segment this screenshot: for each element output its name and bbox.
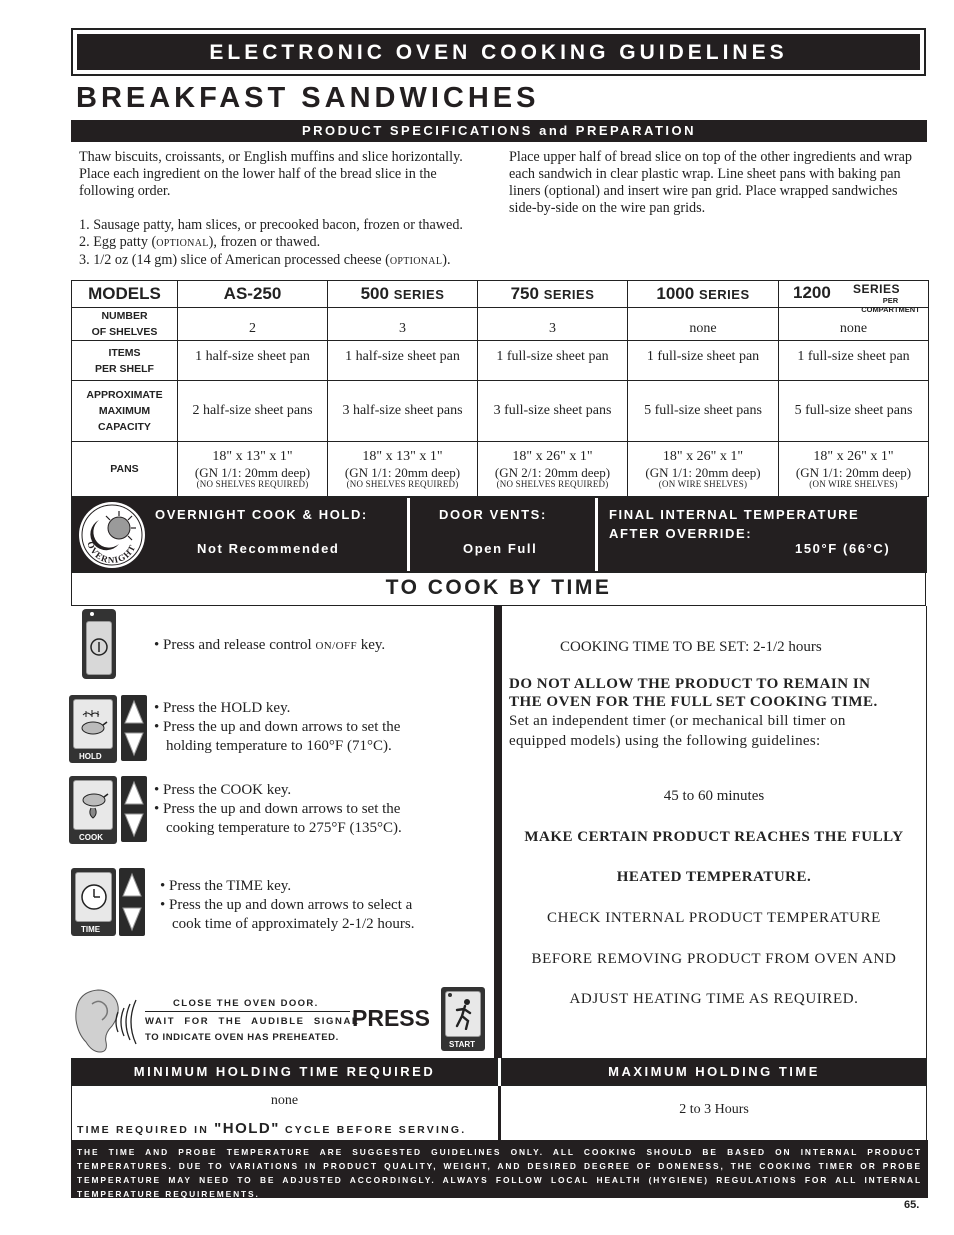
min-holding-bar: MINIMUM HOLDING TIME REQUIRED: [71, 1058, 498, 1086]
right-border: [926, 606, 927, 1058]
table-cell: 1 half-size sheet pan: [178, 341, 328, 381]
prep-item-3: 3. 1/2 oz (14 gm) slice of American processed cheese (OPTIONAL).: [79, 252, 451, 268]
table-cell: 1 half-size sheet pan: [328, 341, 478, 381]
check-temp-text: CHECK INTERNAL PRODUCT TEMPERATURE: [547, 910, 881, 926]
table-cell: 18" x 26" x 1" (GN 1/1: 20mm deep) (ON WIRE SHELVES): [779, 442, 929, 497]
table-cell: 5 full-size sheet pans: [779, 381, 929, 442]
up-down-arrow-icon: [121, 695, 147, 761]
pans-row: [72, 442, 929, 497]
model-1200: 1200 SERIES PER COMPARTMENT: [779, 281, 929, 308]
ear-icon: [70, 986, 142, 1056]
before-removing-text: BEFORE REMOVING PRODUCT FROM OVEN AND: [531, 951, 897, 967]
prep-intro: Thaw biscuits, croissants, or English muffins and slice horizontally. Place each ingredient on the lower half of the bread slice in the following order.: [79, 149, 463, 199]
svg-text:OVERNIGHT: OVERNIGHT: [85, 540, 138, 566]
hold-key[interactable]: HOLD: [69, 695, 117, 763]
prep-right: Place upper half of bread slice on top of the other ingredients and wrap each sandwich in clear plastic wrap. Line sheet pans with baking pan liners (optional) and insert wire pan grid. Place wrapped sandwiches side-by-side on the wire pan grids.: [509, 149, 913, 216]
step-cook: • Press the COOK key. • Press the up and down arrows to set the cooking temperature to 275°F (135°C).: [154, 782, 402, 836]
table-cell: 3 full-size sheet pans: [478, 381, 628, 442]
table-cell: 3: [328, 308, 478, 341]
wait-signal-text: WAIT FOR THE AUDIBLE SIGNAL: [145, 1016, 360, 1027]
table-cell: none: [628, 308, 779, 341]
overnight-panel: [71, 496, 927, 573]
warning-text: DO NOT ALLOW THE PRODUCT TO REMAIN IN THE OVEN FOR THE FULL SET COOKING TIME.: [509, 676, 878, 710]
overnight-seal-icon: [77, 500, 147, 570]
spec-bar: PRODUCT SPECIFICATIONS and PREPARATION: [71, 120, 927, 142]
model-750: 750 SERIES: [478, 281, 628, 308]
table-cell: 3 half-size sheet pans: [328, 381, 478, 442]
table-cell: 18" x 26" x 1" (GN 1/1: 20mm deep) (ON WIRE SHELVES): [628, 442, 779, 497]
step-time: • Press the TIME key. • Press the up and down arrows to select a cook time of approximately 2-1/2 hours.: [160, 878, 415, 932]
table-cell: 1 full-size sheet pan: [478, 341, 628, 381]
models-label: MODELS: [72, 281, 178, 308]
duration-text: 45 to 60 minutes: [663, 788, 765, 804]
on-off-key[interactable]: [82, 609, 116, 679]
table-cell: 2: [178, 308, 328, 341]
table-cell: 2 half-size sheet pans: [178, 381, 328, 442]
cooked-bird-icon: [77, 788, 109, 820]
disclaimer-footer: THE TIME AND PROBE TEMPERATURE ARE SUGGESTED GUIDELINES ONLY. ALL COOKING SHOULD BE BASED ON INTERNAL PRODUCT TEMPERATURES. DUE TO VARIATIONS IN PRODUCT QUALITY, WEIGHT, AND DESIRED DEGREE OF DONENESS, THE COOKING TIMER OR PROBE TEMPERATURE MAY NEED TO BE ADJUSTED ACCORDINGLY. ALWAYS FOLLOW LOCAL HEALTH (HYGIENE) REGULATIONS FOR ALL INTERNAL TEMPERATURE REQUIREMENTS.: [71, 1140, 928, 1198]
adjust-time-text: ADJUST HEATING TIME AS REQUIRED.: [569, 991, 859, 1007]
cook-by-time-header: [71, 572, 926, 606]
roast-bird-icon: [77, 707, 109, 739]
pans-label: PANS: [72, 442, 178, 497]
table-cell: 18" x 13" x 1" (GN 1/1: 20mm deep) (NO SHELVES REQUIRED): [178, 442, 328, 497]
banner-title: ELECTRONIC OVEN COOKING GUIDELINES: [77, 34, 920, 70]
models-header-row: [72, 281, 929, 308]
table-cell: 18" x 26" x 1" (GN 2/1: 20mm deep) (NO SHELVES REQUIRED): [478, 442, 628, 497]
time-key[interactable]: TIME: [71, 868, 116, 936]
overnight-cook-hold: OVERNIGHT COOK & HOLD: Not Recommended: [155, 507, 368, 556]
table-cell: 5 full-size sheet pans: [628, 381, 779, 442]
hold-cycle-text: TIME REQUIRED IN "HOLD" CYCLE BEFORE SERVING.: [77, 1120, 467, 1137]
page-title: BREAKFAST SANDWICHES: [76, 82, 540, 114]
shelves-label: NUMBER OF SHELVES: [72, 308, 178, 341]
page-number: 65.: [904, 1199, 920, 1211]
max-holding-bar: MAXIMUM HOLDING TIME: [501, 1058, 927, 1086]
table-cell: none: [779, 308, 929, 341]
divider: [145, 1011, 350, 1012]
capacity-label: APPROXIMATE MAXIMUM CAPACITY: [72, 381, 178, 442]
guidelines-banner: [71, 28, 926, 76]
divider: [595, 498, 598, 571]
model-as250: AS-250: [178, 281, 328, 308]
up-down-arrow-icon: [119, 868, 145, 936]
table-cell: 3: [478, 308, 628, 341]
hold-arrows[interactable]: [121, 695, 147, 761]
preheated-text: TO INDICATE OVEN HAS PREHEATED.: [145, 1032, 339, 1043]
step-on-off: • Press and release control ON/OFF key.: [154, 637, 386, 653]
up-down-arrow-icon: [121, 776, 147, 842]
cook-key[interactable]: COOK: [69, 776, 117, 844]
model-1000: 1000 SERIES: [628, 281, 779, 308]
final-temperature: FINAL INTERNAL TEMPERATURE AFTER OVERRIDE: 150°F (66°C): [609, 507, 891, 556]
cook-arrows[interactable]: [121, 776, 147, 842]
table-cell: 1 full-size sheet pan: [779, 341, 929, 381]
close-door-text: CLOSE THE OVEN DOOR.: [173, 998, 319, 1009]
running-man-icon: [451, 998, 477, 1030]
door-vents: DOOR VENTS: Open Full: [439, 507, 547, 556]
column-divider: [494, 606, 502, 1058]
model-500: 500 SERIES: [328, 281, 478, 308]
capacity-row: [72, 381, 929, 442]
max-holding-value: 2 to 3 Hours: [679, 1102, 749, 1117]
table-cell: 1 full-size sheet pan: [628, 341, 779, 381]
models-table: [71, 280, 929, 497]
time-to-set: COOKING TIME TO BE SET: 2-1/2 hours: [560, 639, 822, 655]
divider: [407, 498, 410, 571]
min-holding-value: none: [270, 1093, 299, 1108]
step-hold: • Press the HOLD key. • Press the up and down arrows to set the holding temperature to 160°F (71°C).: [154, 700, 401, 754]
power-icon: [89, 637, 109, 657]
timer-guidelines: Set an independent timer (or mechanical bill timer on equipped models) using the following guidelines:: [509, 713, 846, 749]
heated-temp-text: HEATED TEMPERATURE.: [616, 869, 812, 885]
cook-by-time-title: TO COOK BY TIME: [385, 576, 612, 599]
prep-item-2: 2. Egg patty (OPTIONAL), frozen or thawed.: [79, 234, 321, 250]
press-text: PRESS: [352, 1005, 430, 1031]
shelves-row: [72, 308, 929, 341]
clock-icon: [79, 882, 109, 912]
make-certain-text: MAKE CERTAIN PRODUCT REACHES THE FULLY: [524, 829, 904, 845]
prep-item-1: 1. Sausage patty, ham slices, or precooked bacon, frozen or thawed.: [79, 217, 463, 233]
prep-left: [79, 149, 494, 270]
items-label: ITEMS PER SHELF: [72, 341, 178, 381]
table-cell: 18" x 13" x 1" (GN 1/1: 20mm deep) (NO SHELVES REQUIRED): [328, 442, 478, 497]
time-arrows[interactable]: [119, 868, 145, 936]
start-key[interactable]: START: [441, 987, 485, 1051]
items-row: [72, 341, 929, 381]
